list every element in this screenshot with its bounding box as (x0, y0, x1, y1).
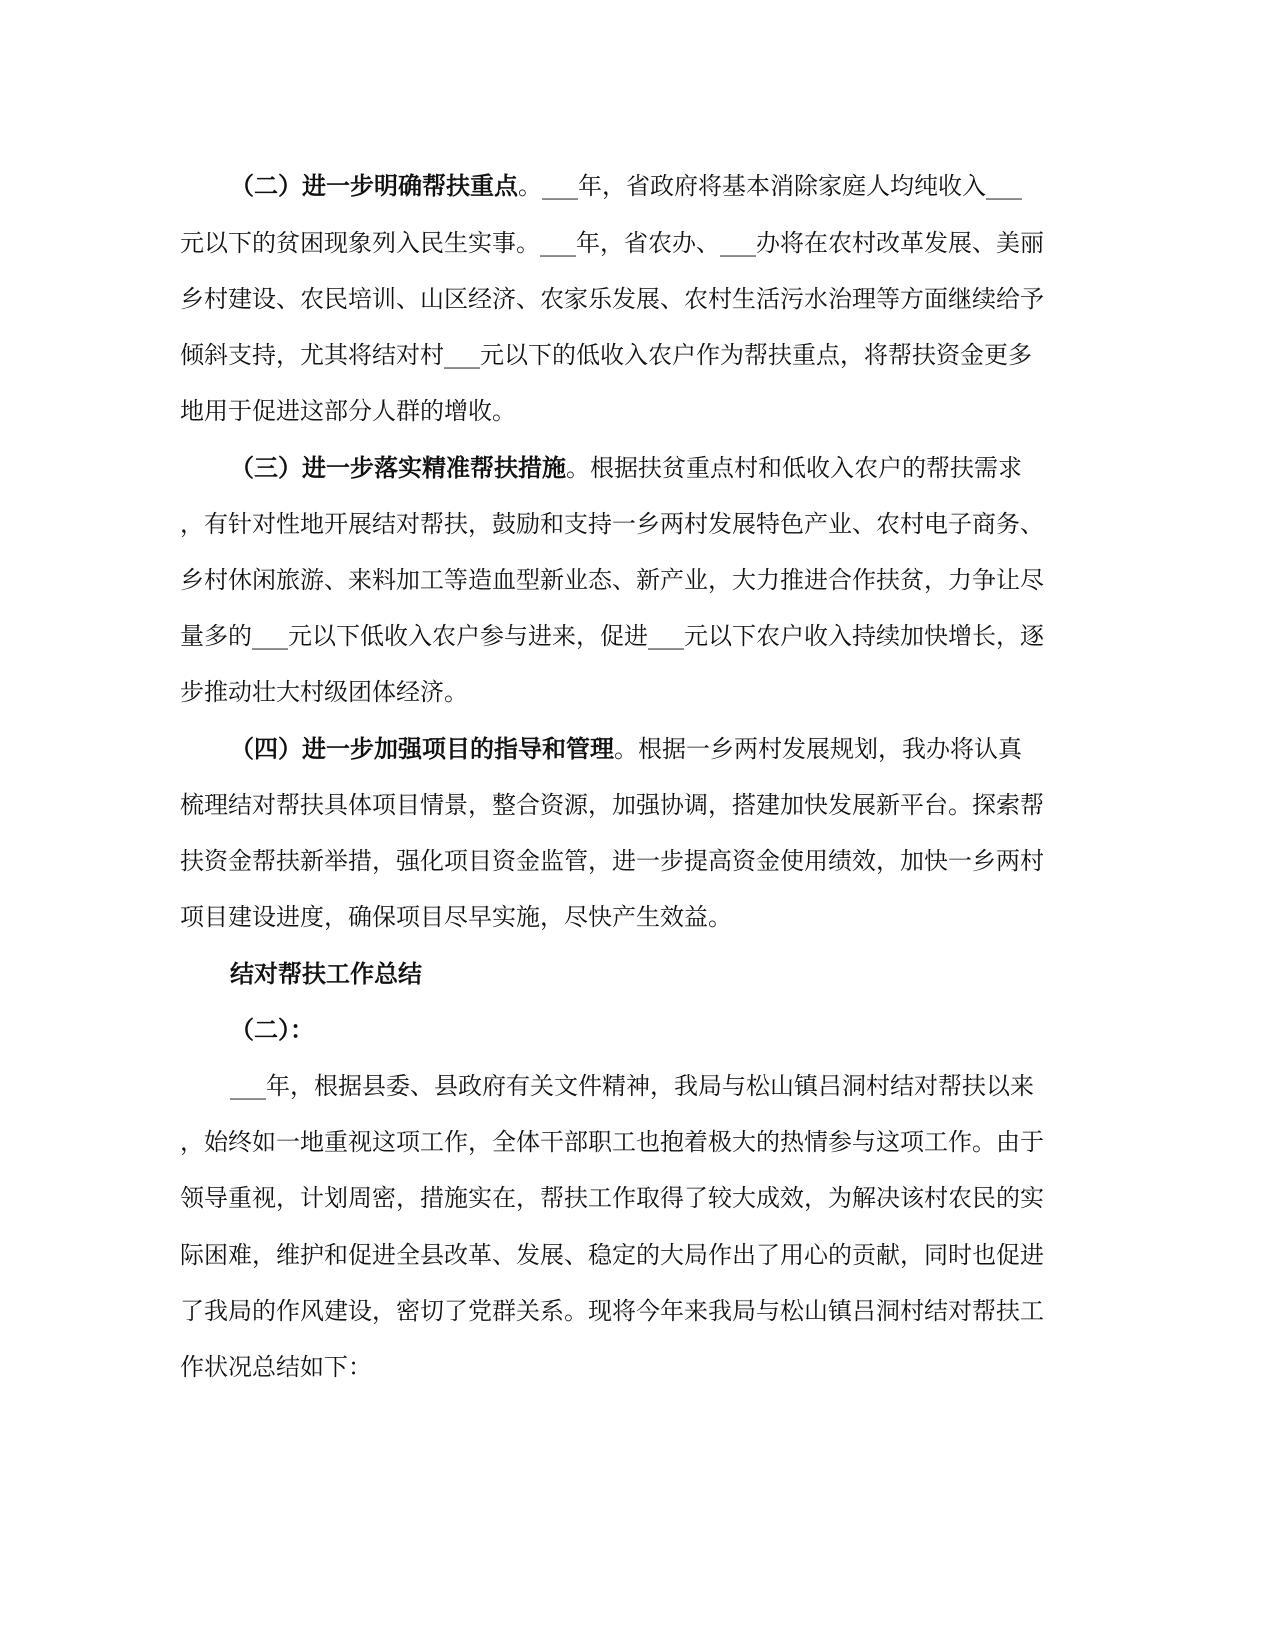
paragraph-line (230, 453, 1130, 483)
paragraph-line: 项目建设进度，确保项目尽早实施，尽快产生效益。 (180, 903, 732, 931)
paragraph-line: 元以下的贫困现象列入民生实事。___年，省农办、___办将在农村改革发展、美丽 (180, 229, 1044, 257)
paragraph-line: 乡村建设、农民培训、山区经济、农家乐发展、农村生活污水治理等方面继续给予 (180, 285, 1044, 313)
paragraph-text: 。___年，省政府将基本消除家庭人均纯收入___ (518, 172, 1022, 200)
paragraph-heading: （四）进一步加强项目的指导和管理 (230, 734, 614, 763)
paragraph-line: 量多的___元以下低收入农户参与进来，促进___元以下农户收入持续加快增长，逐 (180, 622, 1044, 650)
paragraph-line: ___年，根据县委、县政府有关文件精神，我局与松山镇吕洞村结对帮扶以来 (230, 1072, 1034, 1100)
paragraph-line: 地用于促进这部分人群的增收。 (180, 397, 516, 425)
paragraph-line: 步推动壮大村级团体经济。 (180, 678, 468, 706)
paragraph-line: 乡村休闲旅游、来料加工等造血型新业态、新产业，大力推进合作扶贫，力争让尽 (180, 566, 1044, 594)
paragraph-line: 了我局的作风建设，密切了党群关系。现将今年来我局与松山镇吕洞村结对帮扶工 (180, 1297, 1044, 1325)
paragraph-line: 扶资金帮扶新举措，强化项目资金监管，进一步提高资金使用绩效，加快一乡两村 (180, 847, 1044, 875)
section-subtitle: （二）： (230, 1015, 314, 1044)
paragraph-line (230, 171, 1130, 201)
paragraph-heading: （二）进一步明确帮扶重点 (230, 171, 518, 200)
paragraph-line (230, 734, 1130, 764)
paragraph-text: 。根据扶贫重点村和低收入农户的帮扶需求 (566, 454, 1022, 482)
paragraph-line: ，有针对性地开展结对帮扶，鼓励和支持一乡两村发展特色产业、农村电子商务、 (180, 510, 1044, 538)
paragraph-text: 。根据一乡两村发展规划，我办将认真 (614, 735, 1022, 763)
paragraph-line: 倾斜支持，尤其将结对村___元以下的低收入农户作为帮扶重点，将帮扶资金更多 (180, 341, 1032, 369)
paragraph-line: 际困难，维护和促进全县改革、发展、稳定的大局作出了用心的贡献，同时也促进 (180, 1241, 1044, 1269)
section-title: 结对帮扶工作总结 (230, 959, 422, 988)
paragraph-line: 梳理结对帮扶具体项目情景，整合资源，加强协调，搭建加快发展新平台。探索帮 (180, 791, 1044, 819)
paragraph-heading: （三）进一步落实精准帮扶措施 (230, 453, 566, 482)
paragraph-line: 作状况总结如下： (180, 1353, 372, 1381)
paragraph-line: 领导重视，计划周密，措施实在，帮扶工作取得了较大成效，为解决该村农民的实 (180, 1184, 1044, 1212)
paragraph-line: ，始终如一地重视这项工作，全体干部职工也抱着极大的热情参与这项工作。由于 (180, 1128, 1044, 1156)
